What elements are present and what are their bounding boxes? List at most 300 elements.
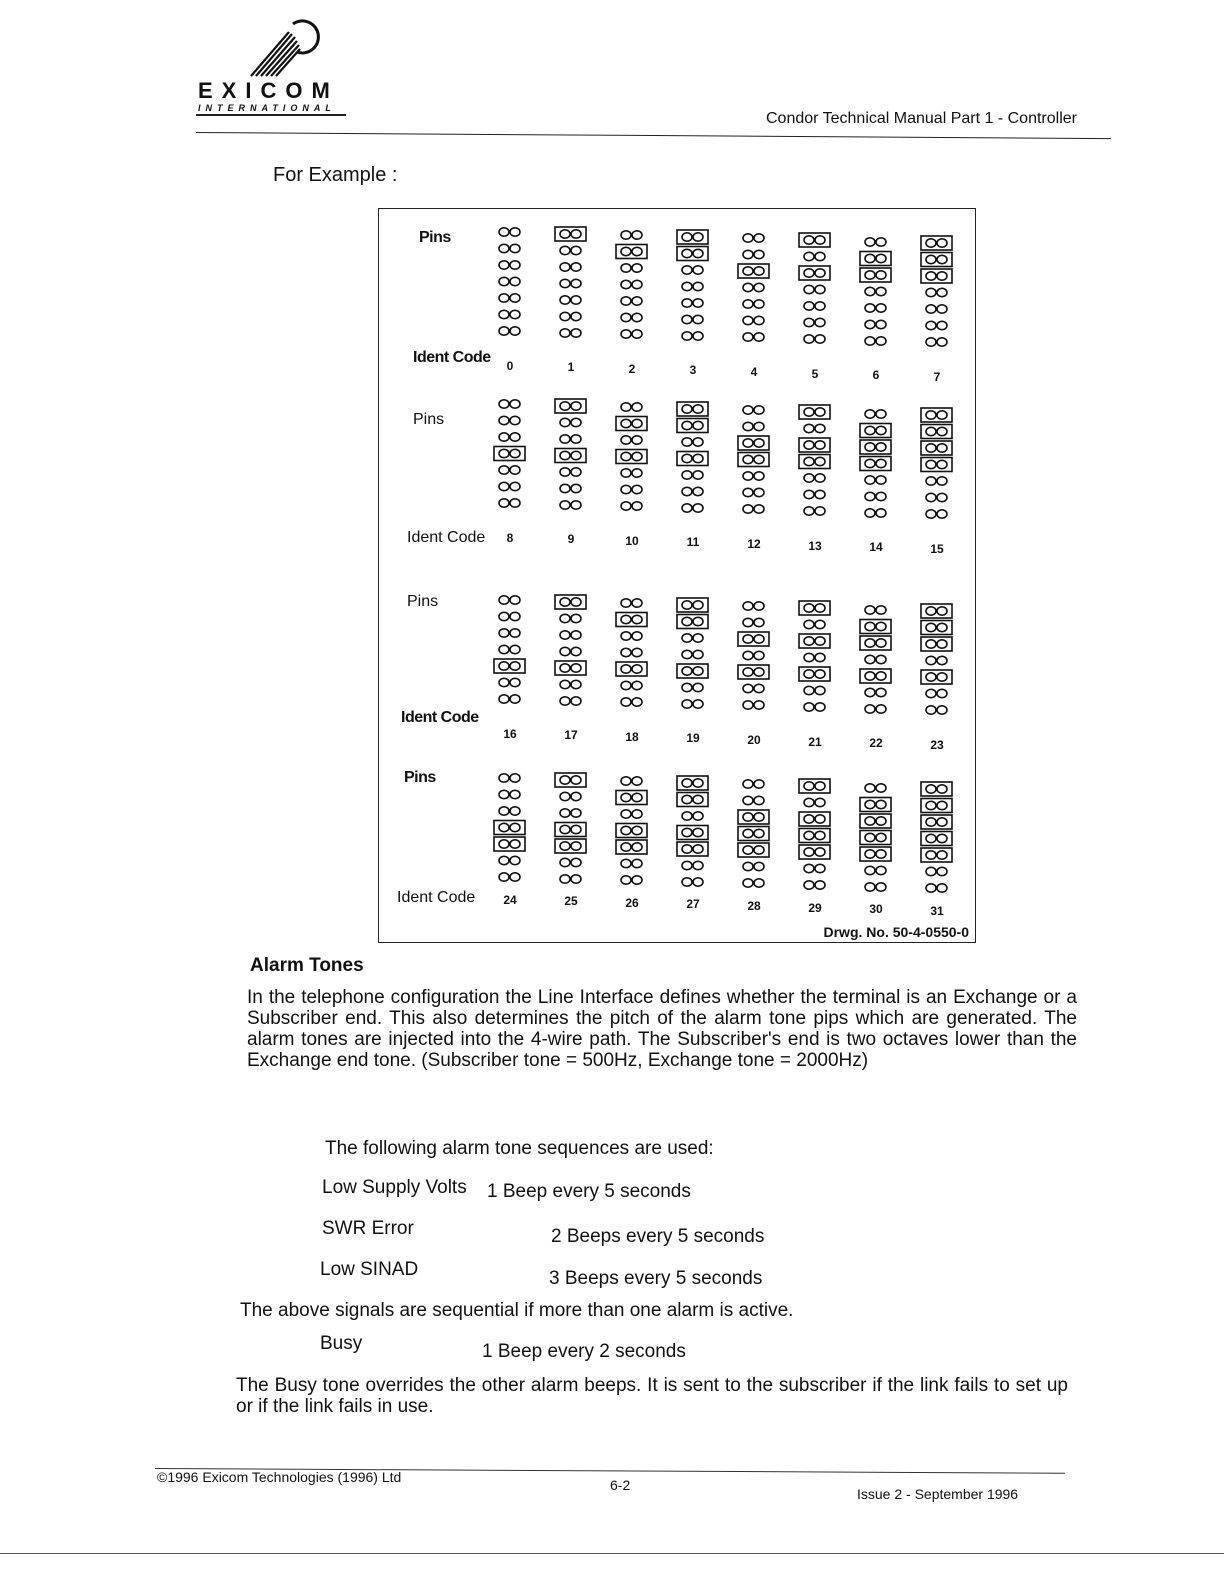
pin [754, 879, 764, 887]
pin [682, 405, 692, 413]
pin [682, 504, 692, 512]
ident-code-number: 20 [747, 732, 761, 747]
pin-block-30 [857, 779, 895, 897]
pin [743, 472, 753, 480]
logo-subtext: INTERNATIONAL [198, 103, 336, 113]
pin [571, 246, 581, 254]
pin [571, 597, 581, 605]
alarm-pattern-swr: 2 Beeps every 5 seconds [551, 1226, 765, 1247]
pin [926, 801, 936, 809]
pin [693, 683, 703, 691]
pin-column [552, 397, 590, 515]
pin [743, 879, 753, 887]
pin [743, 489, 753, 497]
pin [804, 269, 814, 277]
pin [815, 252, 825, 260]
pin [937, 510, 947, 518]
pin [571, 663, 581, 671]
pin [682, 667, 692, 675]
pin [632, 452, 642, 460]
pin [926, 623, 936, 631]
pin [571, 229, 581, 237]
pin [804, 864, 814, 872]
pin [937, 239, 947, 247]
pin [499, 873, 509, 881]
pin [621, 330, 631, 338]
pin [560, 500, 570, 508]
pin [926, 706, 936, 714]
pin [632, 264, 642, 272]
pin [743, 813, 753, 821]
pin [876, 783, 886, 791]
pin [815, 864, 825, 872]
pin-column [857, 233, 895, 351]
pin [682, 438, 692, 446]
pin [560, 696, 570, 704]
pin [865, 270, 875, 278]
pin [693, 266, 703, 274]
pin [621, 876, 631, 884]
pin [571, 401, 581, 409]
ident-code-number: 26 [625, 895, 639, 910]
pin [632, 648, 642, 656]
pin-block-14 [857, 405, 895, 523]
pin [560, 328, 570, 336]
ident-code-number: 1 [567, 360, 575, 375]
pin [571, 262, 581, 270]
pin-column [918, 234, 956, 352]
pin [621, 436, 631, 444]
pin-ident-drawing [378, 208, 976, 943]
pin-block-24 [491, 769, 529, 887]
pin-column [613, 226, 651, 344]
pin [815, 881, 825, 889]
pin [632, 681, 642, 689]
pin [510, 499, 520, 507]
pin [754, 406, 764, 414]
pin [510, 695, 520, 703]
pin [682, 861, 692, 869]
pin [876, 426, 886, 434]
pin [926, 785, 936, 793]
pin [632, 810, 642, 818]
sequences-intro: The following alarm tone sequences are used: [325, 1138, 714, 1159]
pin [571, 808, 581, 816]
ident-code-label: Ident Code [413, 349, 491, 366]
pin [743, 830, 753, 838]
pin [560, 467, 570, 475]
pin [804, 252, 814, 260]
pin [560, 262, 570, 270]
pin [876, 704, 886, 712]
pin [510, 662, 520, 670]
pin [682, 650, 692, 658]
pin [560, 484, 570, 492]
pin [571, 647, 581, 655]
pin [693, 405, 703, 413]
pin [815, 507, 825, 515]
pin [621, 502, 631, 510]
pin [804, 670, 814, 678]
pin [876, 816, 886, 824]
pin [865, 426, 875, 434]
pin [693, 667, 703, 675]
header-rule [196, 132, 1111, 139]
pin [926, 338, 936, 346]
pin [754, 456, 764, 464]
pin [876, 270, 886, 278]
pin [693, 812, 703, 820]
pin [632, 665, 642, 673]
pin [693, 700, 703, 708]
pin [499, 482, 509, 490]
pin [754, 489, 764, 497]
pin [815, 686, 825, 694]
pin [876, 320, 886, 328]
pin [754, 267, 764, 275]
pin-column [796, 599, 834, 717]
pin [754, 846, 764, 854]
pin [743, 797, 753, 805]
pin [937, 706, 947, 714]
pin [804, 335, 814, 343]
pin-column [918, 780, 956, 898]
pin [499, 678, 509, 686]
pin [804, 457, 814, 465]
pin-column [735, 597, 773, 715]
pin [754, 300, 764, 308]
pin [937, 818, 947, 826]
pin [510, 596, 520, 604]
pin-block-7 [918, 234, 956, 352]
pin [621, 632, 631, 640]
pin [865, 409, 875, 417]
pin [560, 792, 570, 800]
pin [571, 500, 581, 508]
pin [571, 328, 581, 336]
pin-column [918, 406, 956, 524]
pin [571, 874, 581, 882]
pin [937, 640, 947, 648]
footer-copyright: ©1996 Exicom Technologies (1996) Ltd [157, 1469, 402, 1485]
pin [510, 294, 520, 302]
pin [560, 401, 570, 409]
pin [876, 688, 886, 696]
pin-column [613, 398, 651, 516]
pin [865, 849, 875, 857]
pin [621, 859, 631, 867]
pin-block-3 [674, 228, 712, 346]
pin [693, 795, 703, 803]
exicom-logo-icon [245, 18, 325, 82]
pin [865, 866, 875, 874]
pin-block-12 [735, 401, 773, 519]
pin [754, 619, 764, 627]
pin [876, 287, 886, 295]
pin [743, 780, 753, 788]
pin [804, 782, 814, 790]
pin [754, 863, 764, 871]
alarm-pattern-low-sinad: 3 Beeps every 5 seconds [549, 1268, 763, 1289]
pin [510, 228, 520, 236]
pin [693, 504, 703, 512]
pin [560, 246, 570, 254]
pin [560, 451, 570, 459]
pin [804, 507, 814, 515]
pin-block-9 [552, 397, 590, 515]
pin-block-17 [552, 593, 590, 711]
pin [682, 315, 692, 323]
busy-pattern: 1 Beep every 2 seconds [482, 1341, 686, 1362]
pin [815, 670, 825, 678]
pin [754, 780, 764, 788]
pin [571, 858, 581, 866]
pin [621, 843, 631, 851]
pin [926, 272, 936, 280]
pin [693, 487, 703, 495]
pin-block-28 [735, 775, 773, 893]
pin [743, 406, 753, 414]
pin [937, 851, 947, 859]
pin [865, 882, 875, 890]
pin [499, 228, 509, 236]
pin [937, 288, 947, 296]
pin [499, 662, 509, 670]
pin [510, 774, 520, 782]
pin [499, 277, 509, 285]
pin [682, 700, 692, 708]
pin [865, 816, 875, 824]
pin [815, 424, 825, 432]
pin [876, 638, 886, 646]
pin [754, 505, 764, 513]
pin [926, 884, 936, 892]
alarm-name-low-sinad: Low SINAD [320, 1259, 419, 1280]
pin [560, 825, 570, 833]
pin [815, 620, 825, 628]
pin [876, 849, 886, 857]
pin [510, 856, 520, 864]
pin [510, 678, 520, 686]
pin [815, 815, 825, 823]
pin [510, 790, 520, 798]
logo-underline [196, 114, 346, 116]
pin [632, 826, 642, 834]
pin-column [857, 779, 895, 897]
pin [571, 418, 581, 426]
pin-block-16 [491, 591, 529, 709]
pin [693, 421, 703, 429]
pin [632, 469, 642, 477]
pin [499, 327, 509, 335]
pin [499, 774, 509, 782]
pin [804, 408, 814, 416]
pin [754, 423, 764, 431]
pin [926, 255, 936, 263]
pin [510, 277, 520, 285]
alarm-pattern-low-supply: 1 Beep every 5 seconds [487, 1181, 691, 1202]
pin [621, 681, 631, 689]
pin [621, 469, 631, 477]
pin [754, 668, 764, 676]
pin [876, 508, 886, 516]
pin [804, 424, 814, 432]
pin [926, 288, 936, 296]
pin-column [674, 774, 712, 892]
pin [682, 683, 692, 691]
pin-block-18 [613, 594, 651, 712]
ident-code-number: 27 [686, 897, 700, 912]
pin [876, 409, 886, 417]
pin [865, 638, 875, 646]
pin [815, 302, 825, 310]
pin [510, 327, 520, 335]
pin [743, 635, 753, 643]
ident-code-number: 6 [872, 368, 880, 383]
pin [560, 434, 570, 442]
pin [499, 244, 509, 252]
pin [693, 878, 703, 886]
pin-block-11 [674, 400, 712, 518]
pin-column [491, 769, 529, 887]
pin [510, 807, 520, 815]
pin-block-29 [796, 777, 834, 895]
pin [632, 876, 642, 884]
pin [754, 472, 764, 480]
pin [693, 315, 703, 323]
pin [937, 689, 947, 697]
pin [632, 502, 642, 510]
pin [937, 656, 947, 664]
pin-column [613, 772, 651, 890]
pin [571, 775, 581, 783]
pin [621, 665, 631, 673]
pin [571, 451, 581, 459]
pin [571, 295, 581, 303]
pin [815, 285, 825, 293]
pin [510, 466, 520, 474]
drawing-number: Drwg. No. 50-4-0550-0 [823, 924, 969, 940]
pin [804, 831, 814, 839]
pin [926, 460, 936, 468]
ident-code-number: 14 [869, 540, 883, 555]
pin [499, 840, 509, 848]
ident-code-number: 10 [625, 533, 639, 548]
pin [571, 696, 581, 704]
pin [682, 878, 692, 886]
pin [743, 234, 753, 242]
pin [937, 884, 947, 892]
pin [865, 287, 875, 295]
sequential-note: The above signals are sequential if more than one alarm is active. [240, 1300, 794, 1321]
pin [754, 685, 764, 693]
pin [754, 701, 764, 709]
pin [632, 231, 642, 239]
busy-name: Busy [320, 1333, 363, 1354]
pin [693, 828, 703, 836]
pin [926, 673, 936, 681]
pin [632, 436, 642, 444]
ident-code-number: 8 [506, 530, 514, 545]
ident-code-label: Ident Code [407, 529, 486, 546]
pin-block-22 [857, 601, 895, 719]
pin [865, 459, 875, 467]
pin [926, 239, 936, 247]
pin [926, 607, 936, 615]
pin [926, 427, 936, 435]
pin [510, 416, 520, 424]
ident-code-number: 3 [689, 363, 697, 378]
pin [937, 607, 947, 615]
pin [804, 848, 814, 856]
pin [632, 330, 642, 338]
pin [621, 485, 631, 493]
logo-wordmark: EXICOM [198, 78, 339, 103]
pin [743, 701, 753, 709]
pin [815, 474, 825, 482]
pin-column [552, 225, 590, 343]
pin [815, 457, 825, 465]
pin [693, 634, 703, 642]
pin [499, 823, 509, 831]
pin [937, 673, 947, 681]
pin [815, 441, 825, 449]
pin [682, 233, 692, 241]
pin [682, 828, 692, 836]
pin-block-23 [918, 602, 956, 720]
pin [743, 619, 753, 627]
ident-code-number: 0 [506, 358, 514, 373]
pin [865, 492, 875, 500]
pin [693, 471, 703, 479]
pin [571, 680, 581, 688]
footer-page-number: 6-2 [610, 1477, 631, 1493]
pin-block-21 [796, 599, 834, 717]
ident-code-label: Ident Code [397, 889, 476, 906]
pin [499, 416, 509, 424]
ident-code-number: 23 [930, 737, 944, 752]
pin [632, 403, 642, 411]
ident-code-number: 9 [567, 532, 575, 547]
pin [804, 302, 814, 310]
pin [876, 605, 886, 613]
pin-column [491, 591, 529, 709]
pin [571, 312, 581, 320]
pin [937, 460, 947, 468]
pin [693, 601, 703, 609]
pin [499, 856, 509, 864]
pin [560, 229, 570, 237]
pin [499, 645, 509, 653]
pin [632, 698, 642, 706]
pin [804, 604, 814, 612]
pin [865, 303, 875, 311]
pin [560, 775, 570, 783]
pin [926, 851, 936, 859]
pin [926, 818, 936, 826]
pin [754, 251, 764, 259]
pin [621, 810, 631, 818]
pin [632, 777, 642, 785]
pins-label: Pins [407, 593, 439, 610]
pin [510, 400, 520, 408]
ident-code-number: 19 [686, 731, 700, 746]
ident-code-number: 4 [750, 364, 758, 379]
pin-block-2 [613, 226, 651, 344]
pin-column [796, 403, 834, 521]
pin [621, 264, 631, 272]
pin [804, 686, 814, 694]
